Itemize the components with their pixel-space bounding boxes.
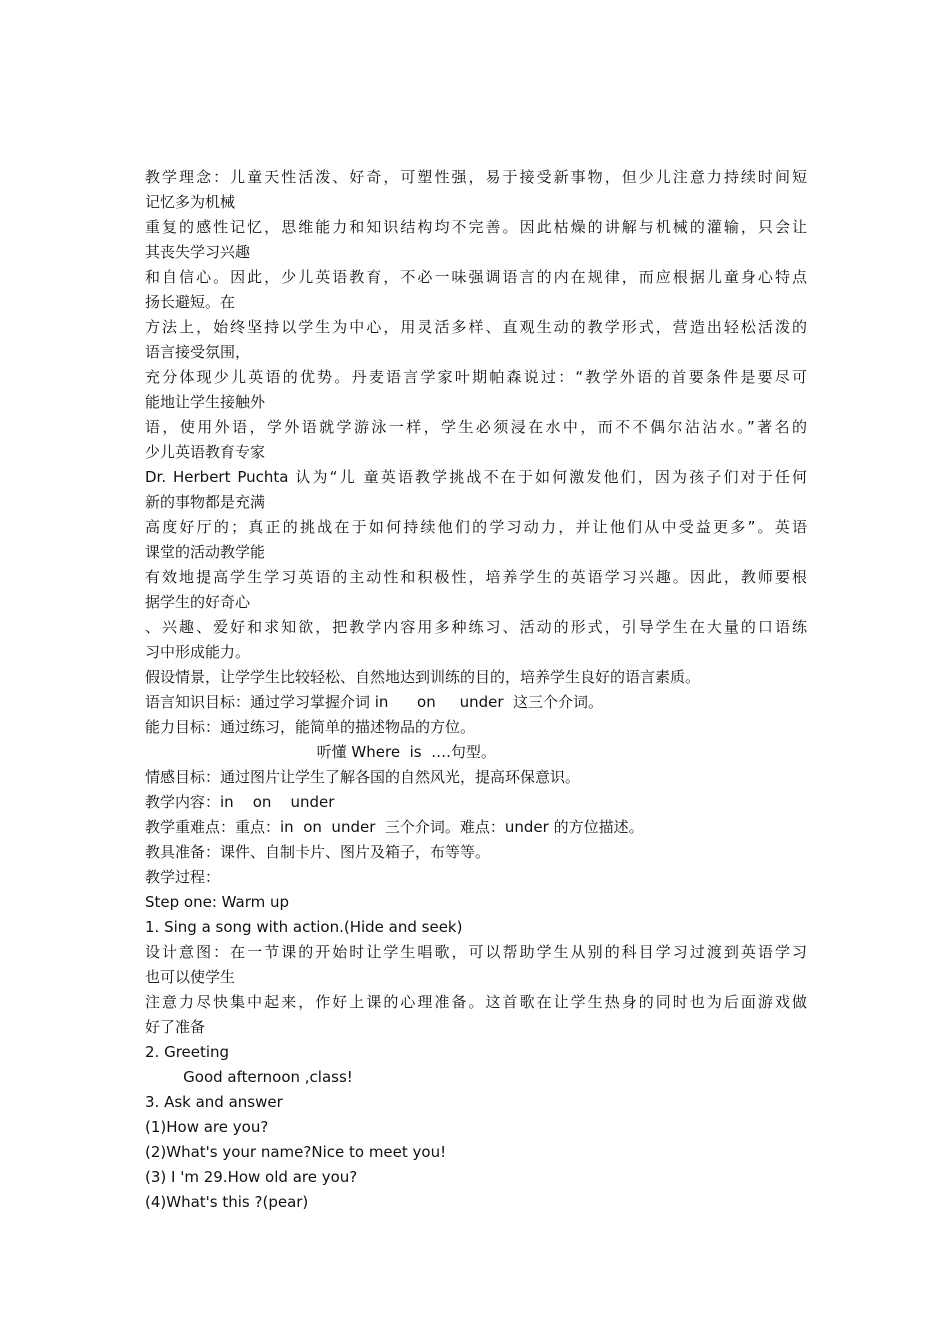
text-line: 充分体现少儿英语的优势。丹麦语言学家叶期帕森说过：“教学外语的首要条件是要尽可: [145, 368, 807, 386]
text-line: 有效地提高学生学习英语的主动性和积极性，培养学生的英语学习兴趣。因此，教师要根: [145, 568, 807, 586]
text-line: 、兴趣、爱好和求知欲，把教学内容用多种练习、活动的形式，引导学生在大量的口语练: [145, 618, 807, 636]
text-line: 教学重难点：重点：in on under 三个介词。难点：under 的方位描述。: [145, 818, 644, 836]
text-line: 假设情景，让学学生比较轻松、自然地达到训练的目的，培养学生良好的语言素质。: [145, 668, 701, 686]
text-line: 记忆多为机械: [145, 193, 236, 211]
text-line: (4)What's this ?(pear): [145, 1193, 309, 1211]
text-line: Step one: Warm up: [145, 893, 290, 911]
text-line: 设计意图：在一节课的开始时让学生唱歌，可以帮助学生从别的科目学习过渡到英语学习: [145, 943, 807, 961]
text-line: 课堂的活动教学能: [145, 543, 266, 561]
text-line: 其丧失学习兴趣: [145, 243, 251, 261]
text-line: 2. Greeting: [145, 1043, 230, 1061]
text-line: (2)What's your name?Nice to meet you!: [145, 1143, 447, 1161]
text-line: 也可以使学生: [145, 968, 236, 986]
text-line: 教具准备：课件、自制卡片、图片及箱子，布等等。: [145, 843, 491, 861]
text-line: 教学过程：: [145, 868, 221, 886]
document-page: [145, 165, 807, 1215]
text-line: 教学理念：儿童天性活泼、好奇，可塑性强，易于接受新事物，但少儿注意力持续时间短: [145, 168, 807, 186]
text-line: 语言接受氛围，: [145, 343, 251, 361]
text-line: (3) I 'm 29.How old are you?: [145, 1168, 358, 1186]
text-line: 新的事物都是充满: [145, 493, 266, 511]
text-line: 和自信心。因此，少儿英语教育，不必一味强调语言的内在规律，而应根据儿童身心特点: [145, 268, 807, 286]
text-line: 习中形成能力。: [145, 643, 251, 661]
text-line: 据学生的好奇心: [145, 593, 251, 611]
text-line: 注意力尽快集中起来，作好上课的心理准备。这首歌在让学生热身的同时也为后面游戏做: [145, 993, 807, 1011]
text-line: Dr. Herbert Puchta 认为“儿 童英语教学挑战不在于如何激发他们，因为孩子们对于任何: [145, 468, 807, 486]
text-line: 3. Ask and answer: [145, 1093, 283, 1111]
text-line: 扬长避短。在: [145, 293, 236, 311]
text-line: 能力目标：通过练习，能简单的描述物品的方位。: [145, 718, 476, 736]
text-line: 教学内容：in on under: [145, 793, 335, 811]
text-line: 高度好厅的；真正的挑战在于如何持续他们的学习动力，并让他们从中受益更多”。英语: [145, 518, 807, 536]
text-line: 好了准备: [145, 1018, 206, 1036]
text-line: 能地让学生接触外: [145, 393, 266, 411]
text-line: 听懂 Where is ….句型。: [145, 743, 496, 761]
text-line: (1)How are you?: [145, 1118, 269, 1136]
text-line: 重复的感性记忆，思维能力和知识结构均不完善。因此枯燥的讲解与机械的灌输，只会让: [145, 218, 807, 236]
text-line: Good afternoon ,class!: [145, 1068, 353, 1086]
text-line: 语，使用外语，学外语就学游泳一样，学生必须浸在水中，而不不偶尔沾沾水。”著名的: [145, 418, 807, 436]
text-line: 语言知识目标：通过学习掌握介词 in on under 这三个介词。: [145, 693, 604, 711]
text-line: 情感目标：通过图片让学生了解各国的自然风光，提高环保意识。: [145, 768, 581, 786]
text-line: 方法上，始终坚持以学生为中心，用灵活多样、直观生动的教学形式，营造出轻松活泼的: [145, 318, 807, 336]
text-line: 1. Sing a song with action.(Hide and seek): [145, 918, 463, 936]
text-line: 少儿英语教育专家: [145, 443, 266, 461]
